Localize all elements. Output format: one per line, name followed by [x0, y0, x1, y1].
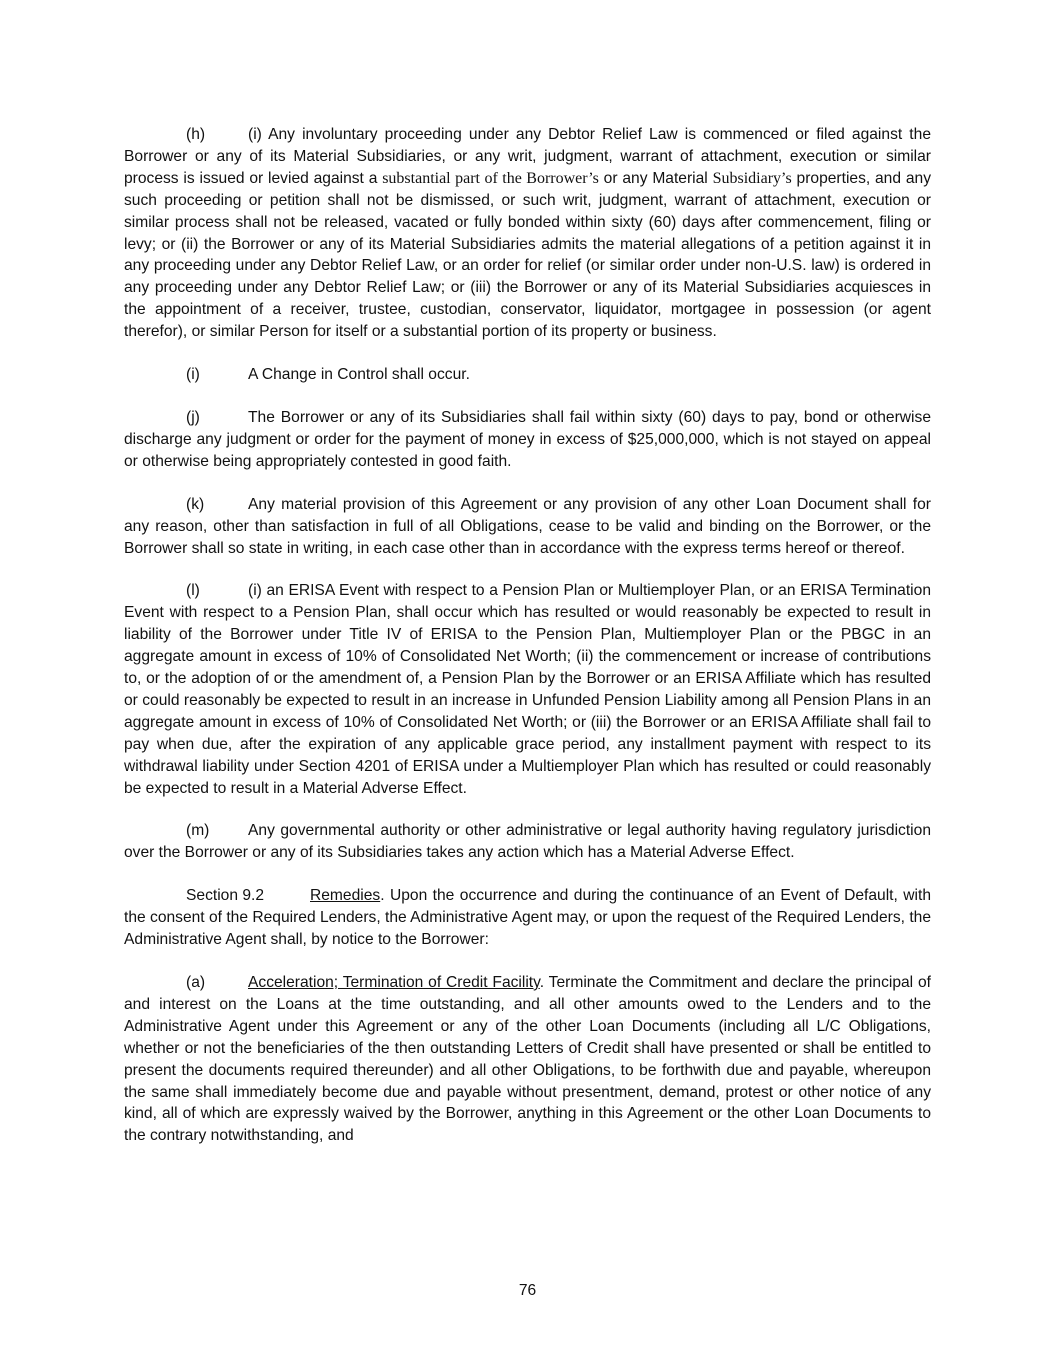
document-page	[124, 124, 931, 1168]
paragraph-a	[124, 972, 931, 1147]
paragraph-i-label: (i)	[186, 366, 200, 384]
paragraph-l	[124, 580, 931, 799]
section-9-2-text: . Upon the occurrence and during the continuance of an Event of Default, with the consent of the Required Lenders, the Administrative Agent may, or upon the request of the Required Lenders, the Administrative Agent shall, by notice to the Borrower:	[124, 887, 931, 949]
paragraph-h-text-serif: substantial part of the Borrower’s	[382, 169, 599, 187]
page-number: 76	[518, 1282, 537, 1299]
paragraph-j-text: The Borrower or any of its Subsidiaries shall fail within sixty (60) days to pay, bond or otherwise discharge any judgment or order for the payment of money in excess of $25,000,000, which is not stayed on appeal or otherwise being appropriately contested in good faith.	[124, 408, 931, 470]
paragraph-h-text-c: properties, and any such proceeding or petition shall not be dismissed, or such writ, judgment, warrant of attachment, execution or similar process shall not be released, vacated or fully bonded within sixty (60) days after commencement, filing or levy; or (ii) the Borrower or any of its Material Subsidiaries admits the material allegations of a petition against it in any proceeding under any Debtor Relief Law, or an order for relief (or similar order under non-U.S. law) is ordered in any proceeding under any Debtor Relief Law; or (iii) the Borrower or any of its Material Subsidiaries acquiesces in the appointment of a receiver, trustee, custodian, conservator, liquidator, mortgagee in possession (or agent therefor), or similar Person for itself or a substantial portion of its property or business.	[124, 169, 931, 341]
paragraph-h-text-b: or any Material	[598, 169, 713, 187]
paragraph-h	[124, 124, 931, 343]
paragraph-a-heading: Acceleration; Termination of Credit Facility	[248, 974, 540, 991]
paragraph-l-text: (i) an ERISA Event with respect to a Pension Plan or Multiemployer Plan, or an ERISA Termination Event with respect to a Pension Plan, shall occur which has resulted or would reasonably be expected to result in liability of the Borrower under Title IV of ERISA to the Pension Plan, Multiemployer Plan or the PBGC in an aggregate amount in excess of 10% of Consolidated Net Worth; (ii) the commencement or increase of contributions to, or the adoption of or the amendment of, a Pension Plan by the Borrower or an ERISA Affiliate which has resulted or could reasonably be expected to result in an increase in Unfunded Pension Liability among all Pension Plans in an aggregate amount in excess of 10% of Consolidated Net Worth; or (iii) the Borrower or an ERISA Affiliate shall fail to pay when due, after the expiration of any applicable grace period, any installment payment with respect to its withdrawal liability under Section 4201 of ERISA under a Multiemployer Plan which has resulted or could reasonably be expected to result in a Material Adverse Effect.	[124, 582, 931, 797]
paragraph-m-text: Any governmental authority or other administrative or legal authority having regulatory jurisdiction over the Borrower or any of its Subsidiaries takes any action which has a Material Adverse Effect.	[124, 822, 931, 862]
section-9-2-label: Section 9.2	[186, 887, 265, 905]
paragraph-k-label: (k)	[186, 495, 205, 513]
paragraph-m-label: (m)	[186, 822, 210, 840]
paragraph-a-label: (a)	[186, 974, 206, 991]
paragraph-h-text-serif2: Subsidiary’s	[712, 169, 792, 187]
paragraph-k-text: Any material provision of this Agreement or any provision of any other Loan Document shall for any reason, other than satisfaction in full of all Obligations, cease to be valid and binding on the Borrower, or the Borrower shall so state in writing, in each case other than in accordance with the express terms hereof or thereof.	[124, 495, 931, 557]
paragraph-a-text: . Terminate the Commitment and declare the principal of and interest on the Loans at the time outstanding, and all other amounts owed to the Lenders and to the Administrative Agent under this Agreement or any of the other Loan Documents (including all L/C Obligations, whether or not the beneficiaries of the then outstanding Letters of Credit shall have presented or shall be entitled to present the documents required thereunder) and all other Obligations, to be forthwith due and payable, whereupon the same shall immediately become due and payable without presentment, demand, protest or other notice of any kind, all of which are expressly waived by the Borrower, anything in this Agreement or the other Loan Documents to the contrary notwithstanding, and	[124, 974, 931, 1145]
paragraph-h-label: (h)	[186, 126, 206, 143]
paragraph-j-label: (j)	[186, 408, 200, 426]
paragraph-k	[124, 494, 931, 560]
section-9-2-heading: Remedies	[310, 887, 381, 905]
paragraph-i	[124, 364, 931, 386]
paragraph-i-text: A Change in Control shall occur.	[248, 366, 470, 384]
paragraph-j	[124, 407, 931, 473]
paragraph-m	[124, 820, 931, 864]
paragraph-h-text-a: (i) Any involuntary proceeding under any Debtor Relief Law is commenced or filed against the Borrower or any of its Material Subsidiaries, or any writ, judgment, warrant of attachment, execution or similar process is issued or levied against a	[124, 126, 931, 187]
section-9-2	[124, 885, 931, 951]
paragraph-l-label: (l)	[186, 582, 200, 600]
